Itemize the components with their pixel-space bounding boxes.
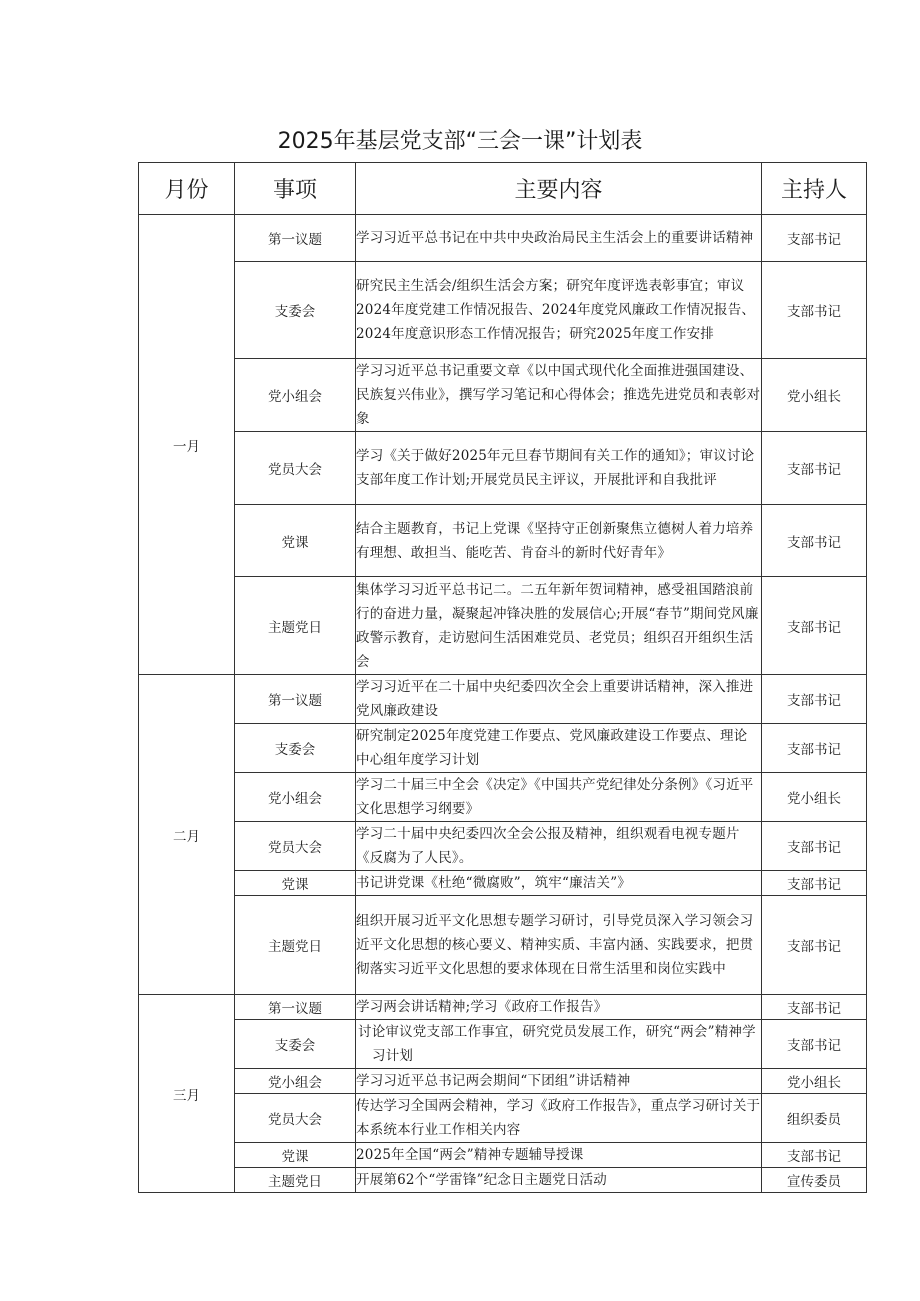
content-cell: 学习习近平在二十届中央纪委四次全会上重要讲话精神，深入推进党风廉政建设 (356, 675, 762, 724)
table-row (139, 896, 867, 995)
content-cell: 研究民主生活会/组织生活会方案；研究年度评选表彰事宜；审议2024年度党建工作情况报告、2024年度党风廉政工作情况报告、2024年度意识形态工作情况报告；研究2025年度工作安排 (356, 262, 762, 359)
table-row (139, 432, 867, 505)
item-cell: 支委会 (235, 262, 356, 359)
item-cell: 党员大会 (235, 432, 356, 505)
content-cell: 学习习近平总书记两会期间“下团组”讲话精神 (356, 1069, 762, 1094)
table-row (139, 577, 867, 675)
month-cell: 二月 (139, 675, 235, 995)
item-cell: 党员大会 (235, 1094, 356, 1143)
host-cell: 支部书记 (762, 675, 867, 724)
table-row (139, 995, 867, 1020)
item-cell: 第一议题 (235, 995, 356, 1020)
content-cell: 开展第62个“学雷锋”纪念日主题党日活动 (356, 1168, 762, 1193)
host-cell: 支部书记 (762, 724, 867, 773)
host-cell: 支部书记 (762, 1143, 867, 1168)
content-cell: 结合主题教育，书记上党课《坚持守正创新聚焦立德树人着力培养有理想、敢担当、能吃苦、肯奋斗的新时代好青年》 (356, 505, 762, 577)
item-cell: 党课 (235, 505, 356, 577)
host-cell: 支部书记 (762, 577, 867, 675)
table-row (139, 675, 867, 724)
content-cell: 学习二十届三中全会《决定》《中国共产党纪律处分条例》《习近平文化思想学习纲要》 (356, 773, 762, 822)
content-cell: 学习习近平总书记在中共中央政治局民主生活会上的重要讲话精神 (356, 215, 762, 262)
item-cell: 党课 (235, 871, 356, 896)
host-cell: 党小组长 (762, 1069, 867, 1094)
header-content: 主要内容 (356, 163, 762, 215)
content-cell: 2025年全国“两会”精神专题辅导授课 (356, 1143, 762, 1168)
header-item: 事项 (235, 163, 356, 215)
table-row (139, 505, 867, 577)
host-cell: 支部书记 (762, 871, 867, 896)
item-cell: 党小组会 (235, 773, 356, 822)
table-row (139, 724, 867, 773)
item-cell: 党小组会 (235, 1069, 356, 1094)
content-cell: 学习习近平总书记重要文章《以中国式现代化全面推进强国建设、民族复兴伟业》，撰写学习笔记和心得体会；推选先进党员和表彰对象 (356, 359, 762, 432)
item-cell: 第一议题 (235, 675, 356, 724)
table-row (139, 1094, 867, 1143)
content-cell: 组织开展习近平文化思想专题学习研讨，引导党员深入学习领会习近平文化思想的核心要义、精神实质、丰富内涵、实践要求，把贯彻落实习近平文化思想的要求体现在日常生活里和岗位实践中 (356, 896, 762, 995)
month-cell: 一月 (139, 215, 235, 675)
host-cell: 支部书记 (762, 896, 867, 995)
item-cell: 支委会 (235, 1020, 356, 1069)
plan-table (138, 162, 867, 1193)
content-cell: 集体学习习近平总书记二。二五年新年贺词精神，感受祖国踏浪前行的奋进力量，凝聚起冲锋决胜的发展信心;开展“春节”期间党风廉政警示教育，走访慰问生活困难党员、老党员；组织召开组织生活会 (356, 577, 762, 675)
host-cell: 党小组长 (762, 359, 867, 432)
item-cell: 第一议题 (235, 215, 356, 262)
content-cell: 书记讲党课《杜绝“微腐败”，筑牢“廉洁关”》 (356, 871, 762, 896)
item-cell: 支委会 (235, 724, 356, 773)
month-cell: 三月 (139, 995, 235, 1193)
item-cell: 党小组会 (235, 359, 356, 432)
content-cell: 传达学习全国两会精神，学习《政府工作报告》，重点学习研讨关于本系统本行业工作相关内容 (356, 1094, 762, 1143)
table-row (139, 215, 867, 262)
host-cell: 组织委员 (762, 1094, 867, 1143)
host-cell: 支部书记 (762, 995, 867, 1020)
table-row (139, 1020, 867, 1069)
content-cell: 学习二十届中央纪委四次全会公报及精神，组织观看电视专题片《反腐为了人民》。 (356, 822, 762, 871)
item-cell: 主题党日 (235, 896, 356, 995)
header-month: 月份 (139, 163, 235, 215)
table-row (139, 773, 867, 822)
host-cell: 支部书记 (762, 1020, 867, 1069)
host-cell: 宣传委员 (762, 1168, 867, 1193)
content-cell: 学习两会讲话精神;学习《政府工作报告》 (356, 995, 762, 1020)
host-cell: 支部书记 (762, 262, 867, 359)
item-cell: 党课 (235, 1143, 356, 1168)
table-row (139, 359, 867, 432)
table-row (139, 262, 867, 359)
table-row (139, 1069, 867, 1094)
item-cell: 党员大会 (235, 822, 356, 871)
item-cell: 主题党日 (235, 1168, 356, 1193)
host-cell: 支部书记 (762, 505, 867, 577)
host-cell: 党小组长 (762, 773, 867, 822)
host-cell: 支部书记 (762, 432, 867, 505)
header-row (139, 163, 867, 215)
item-cell: 主题党日 (235, 577, 356, 675)
table-row (139, 822, 867, 871)
content-cell: 讨论审议党支部工作事宜，研究党员发展工作，研究“两会”精神学习计划 (356, 1020, 762, 1069)
header-host: 主持人 (762, 163, 867, 215)
content-cell: 研究制定2025年度党建工作要点、党风廉政建设工作要点、理论中心组年度学习计划 (356, 724, 762, 773)
host-cell: 支部书记 (762, 215, 867, 262)
content-cell: 学习《关于做好2025年元旦春节期间有关工作的通知》；审议讨论支部年度工作计划;开展党员民主评议，开展批评和自我批评 (356, 432, 762, 505)
table-row (139, 1143, 867, 1168)
document-title: 2025年基层党支部“三会一课”计划表 (277, 129, 643, 154)
table-row (139, 871, 867, 896)
host-cell: 支部书记 (762, 822, 867, 871)
table-row (139, 1168, 867, 1193)
